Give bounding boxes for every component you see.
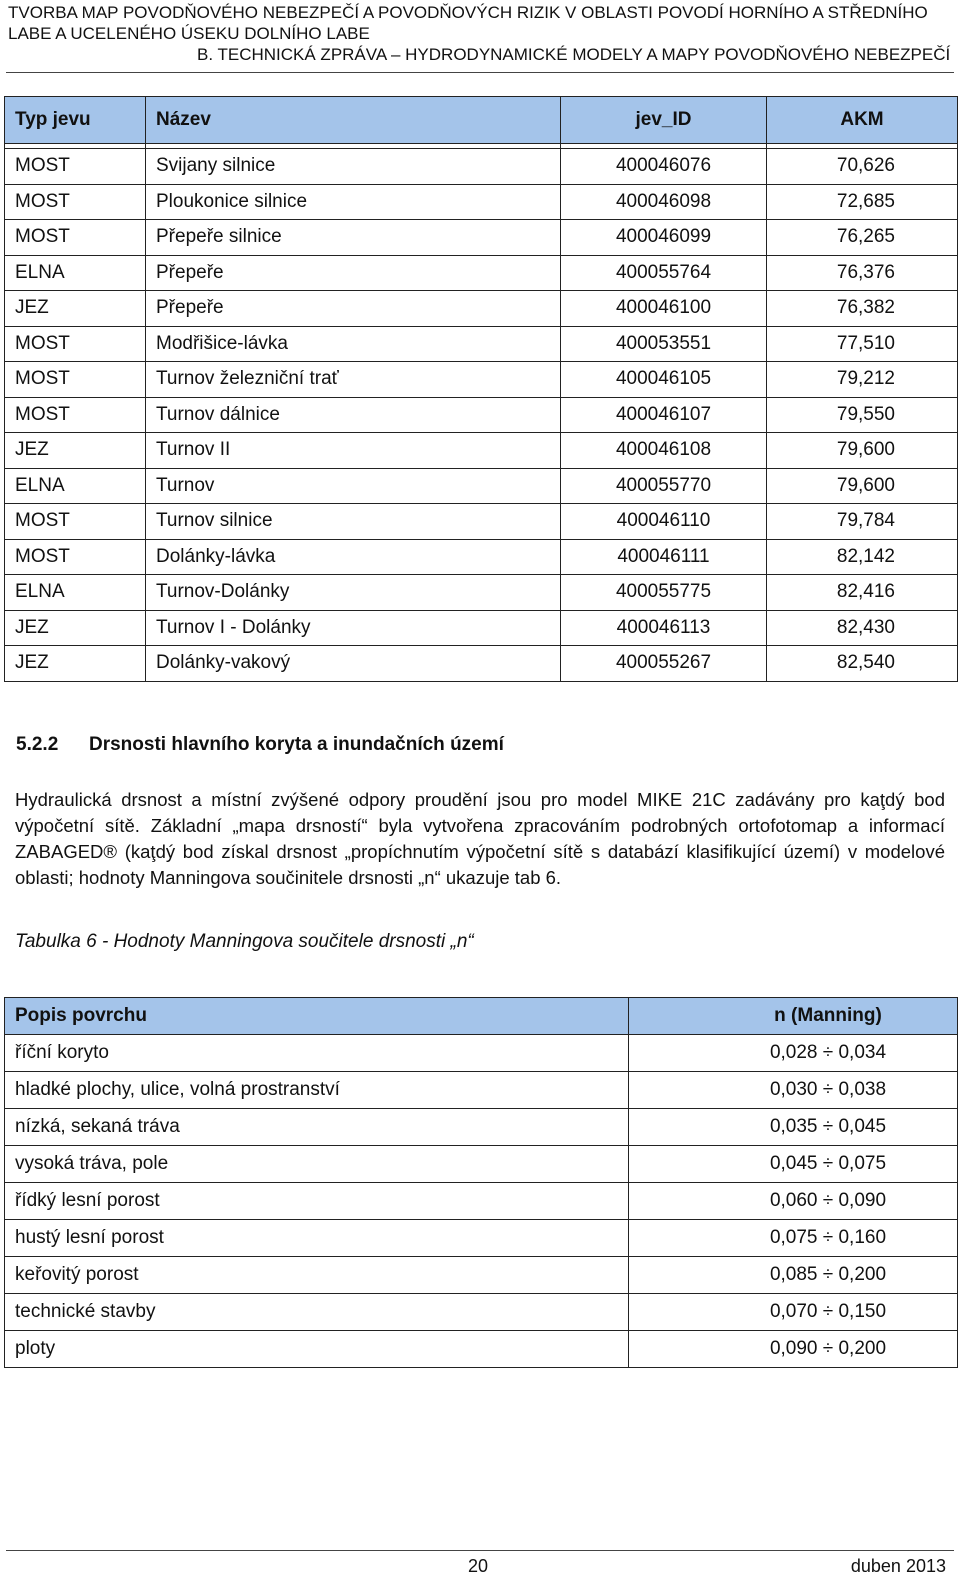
cell-n-manning: 0,085 ÷ 0,200 [629,1257,958,1294]
manning-table [4,997,958,1368]
table-header-row [5,97,958,144]
cell-jev-id: 400046076 [561,149,767,185]
cell-typ-jevu: JEZ [5,291,146,327]
cell-typ-jevu: MOST [5,149,146,185]
cell-popis-povrchu: ploty [5,1331,629,1368]
running-header [0,2,960,65]
cell-jev-id: 400046099 [561,220,767,256]
table-row [5,433,958,469]
cell-jev-id: 400046108 [561,433,767,469]
body-paragraph: Hydraulická drsnost a místní zvýšené odpory proudění jsou pro model MIKE 21C zadávány pro kaţdý bod výpočetní sítě. Základní „mapa drsností“ byla vytvořena zpracováním podrobných ortofotomap a informací ZABAGED® (kaţdý bod získal drsnost „propíchnutím výpočetní sítě s databází klasifikující území) v modelové oblasti; hodnoty Manningova součinitele drsnosti „n“ ukazuje tab 6. [15,789,945,888]
structures-table-body [5,144,958,682]
table-row [5,1109,958,1146]
cell-jev-id: 400046105 [561,362,767,398]
cell-nazev: Přepeře silnice [146,220,561,256]
table-row [5,1294,958,1331]
table-header-row [5,998,958,1035]
cell-typ-jevu: ELNA [5,575,146,611]
column-header-nazev: Název [146,97,561,144]
table-row [5,220,958,256]
cell-n-manning: 0,070 ÷ 0,150 [629,1294,958,1331]
column-header-akm: AKM [767,97,958,144]
cell-jev-id: 400046111 [561,539,767,575]
structures-table [4,96,958,682]
table-row [5,504,958,540]
cell-n-manning: 0,035 ÷ 0,045 [629,1109,958,1146]
cell-popis-povrchu: hladké plochy, ulice, volná prostranství [5,1072,629,1109]
cell-typ-jevu: ELNA [5,255,146,291]
section-number: 5.2.2 [16,734,59,755]
cell-nazev: Modřišice-lávka [146,326,561,362]
cell-akm: 72,685 [767,184,958,220]
cell-jev-id: 400055764 [561,255,767,291]
cell-jev-id: 400046100 [561,291,767,327]
header-line-2: LABE A UCELENÉHO ÚSEKU DOLNÍHO LABE [8,24,370,43]
cell-n-manning: 0,045 ÷ 0,075 [629,1146,958,1183]
table-row [5,1257,958,1294]
cell-popis-povrchu: keřovitý porost [5,1257,629,1294]
cell-jev-id: 400046110 [561,504,767,540]
footer-date: duben 2013 [850,1556,946,1576]
cell-jev-id: 400055267 [561,646,767,682]
cell-n-manning: 0,030 ÷ 0,038 [629,1072,958,1109]
cell-nazev: Turnov I - Dolánky [146,610,561,646]
cell-typ-jevu: ELNA [5,468,146,504]
cell-popis-povrchu: hustý lesní porost [5,1220,629,1257]
cell-n-manning: 0,090 ÷ 0,200 [629,1331,958,1368]
cell-akm: 79,784 [767,504,958,540]
cell-akm: 70,626 [767,149,958,185]
section-title: Drsnosti hlavního koryta a inundačních území [89,734,504,755]
table-row [5,1220,958,1257]
cell-typ-jevu: JEZ [5,610,146,646]
table-row [5,1072,958,1109]
table-row [5,149,958,185]
cell-n-manning: 0,075 ÷ 0,160 [629,1220,958,1257]
footer-divider [6,1550,954,1551]
table-row [5,1331,958,1368]
cell-popis-povrchu: řídký lesní porost [5,1183,629,1220]
table-row [5,291,958,327]
table-row [5,539,958,575]
table-row [5,255,958,291]
cell-nazev: Ploukonice silnice [146,184,561,220]
cell-popis-povrchu: vysoká tráva, pole [5,1146,629,1183]
column-header-n-manning: n (Manning) [629,998,958,1035]
cell-jev-id: 400053551 [561,326,767,362]
cell-nazev: Přepeře [146,291,561,327]
cell-jev-id: 400046107 [561,397,767,433]
cell-akm: 77,510 [767,326,958,362]
cell-typ-jevu: MOST [5,184,146,220]
cell-typ-jevu: MOST [5,362,146,398]
table-row [5,326,958,362]
table-row [5,1035,958,1072]
cell-akm: 79,550 [767,397,958,433]
table-row [5,575,958,611]
cell-nazev: Dolánky-lávka [146,539,561,575]
cell-akm: 76,376 [767,255,958,291]
table-row [5,397,958,433]
cell-akm: 76,382 [767,291,958,327]
cell-akm: 82,430 [767,610,958,646]
header-line-1: TVORBA MAP POVODŇOVÉHO NEBEZPEČÍ A POVODŇOVÝCH RIZIK V OBLASTI POVODÍ HORNÍHO A STŘEDNÍHO [8,3,928,22]
cell-nazev: Turnov železniční trať [146,362,561,398]
table-row [5,1146,958,1183]
cell-popis-povrchu: říční koryto [5,1035,629,1072]
cell-popis-povrchu: nízká, sekaná tráva [5,1109,629,1146]
column-header-popis-povrchu: Popis povrchu [5,998,629,1035]
cell-jev-id: 400055775 [561,575,767,611]
cell-akm: 82,142 [767,539,958,575]
cell-typ-jevu: JEZ [5,646,146,682]
page-footer [0,1550,960,1580]
cell-nazev: Dolánky-vakový [146,646,561,682]
cell-typ-jevu: MOST [5,326,146,362]
cell-nazev: Turnov [146,468,561,504]
table-row [5,362,958,398]
cell-nazev: Turnov silnice [146,504,561,540]
cell-nazev: Přepeře [146,255,561,291]
table-row [5,646,958,682]
cell-akm: 79,212 [767,362,958,398]
column-header-jev-id: jev_ID [561,97,767,144]
cell-jev-id: 400046098 [561,184,767,220]
cell-typ-jevu: JEZ [5,433,146,469]
cell-n-manning: 0,028 ÷ 0,034 [629,1035,958,1072]
table-row [5,610,958,646]
table-row [5,468,958,504]
cell-jev-id: 400046113 [561,610,767,646]
cell-typ-jevu: MOST [5,220,146,256]
header-line-3: B. TECHNICKÁ ZPRÁVA – HYDRODYNAMICKÉ MODELY A MAPY POVODŇOVÉHO NEBEZPEČÍ [197,45,951,64]
cell-akm: 76,265 [767,220,958,256]
cell-nazev: Turnov-Dolánky [146,575,561,611]
page-number: 20 [468,1556,489,1576]
cell-nazev: Turnov II [146,433,561,469]
manning-table-body [5,1035,958,1368]
cell-n-manning: 0,060 ÷ 0,090 [629,1183,958,1220]
column-header-typ-jevu: Typ jevu [5,97,146,144]
table-caption: Tabulka 6 - Hodnoty Manningova součitele drsnosti „n“ [15,931,474,952]
cell-akm: 79,600 [767,468,958,504]
cell-akm: 79,600 [767,433,958,469]
table-row [5,184,958,220]
cell-typ-jevu: MOST [5,397,146,433]
cell-akm: 82,416 [767,575,958,611]
table-row [5,1183,958,1220]
cell-jev-id: 400055770 [561,468,767,504]
header-divider [6,72,954,73]
cell-popis-povrchu: technické stavby [5,1294,629,1331]
section-heading [16,734,504,756]
cell-nazev: Turnov dálnice [146,397,561,433]
cell-typ-jevu: MOST [5,504,146,540]
cell-akm: 82,540 [767,646,958,682]
cell-typ-jevu: MOST [5,539,146,575]
cell-nazev: Svijany silnice [146,149,561,185]
